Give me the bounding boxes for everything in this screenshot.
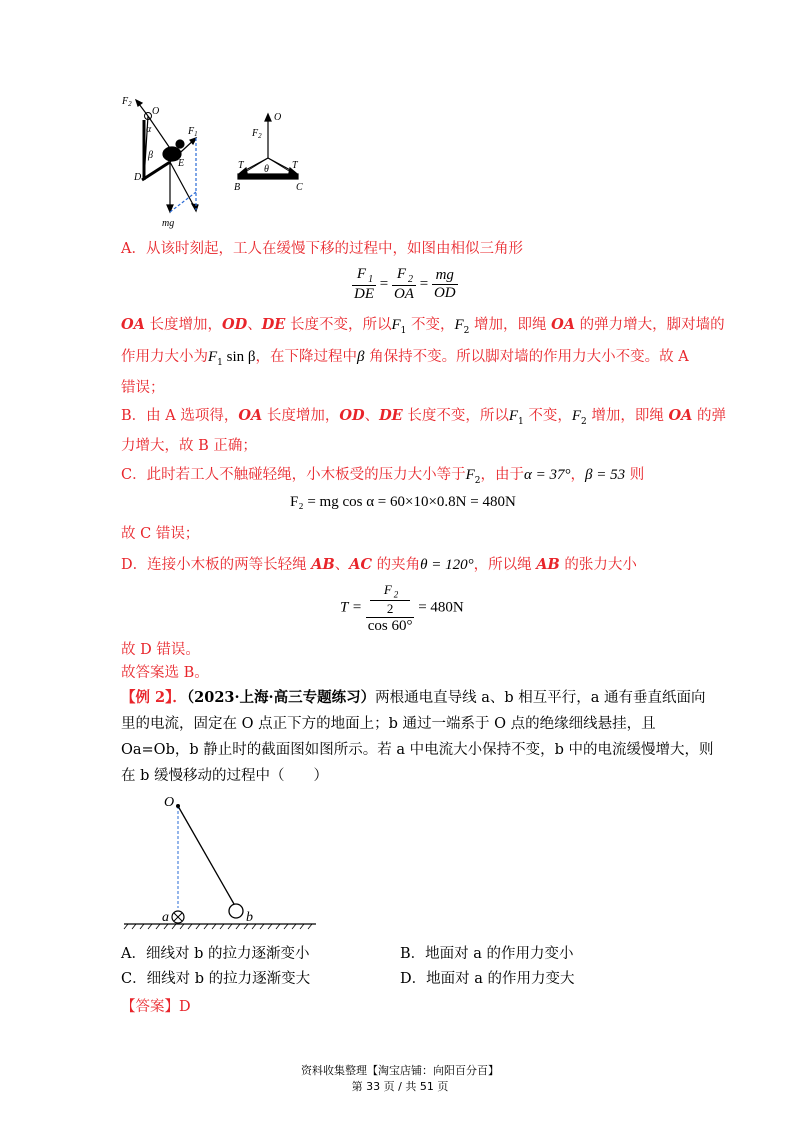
- pivot-o: [176, 804, 180, 808]
- solution-d-line1: D．连接小木板的两等长轻绳 AB、AC 的夹角θ = 120°，所以绳 AB 的张力大小: [121, 556, 637, 573]
- label-alpha: α: [146, 124, 152, 135]
- label-pendulum-a: a: [162, 910, 169, 925]
- label-e: E: [178, 158, 185, 169]
- answer-tag: 【答案】: [121, 999, 179, 1015]
- label-mg: mg: [162, 218, 175, 229]
- example2-line4: 在 b 缓慢移动的过程中（ ）: [121, 768, 328, 784]
- pendulum-figure: [120, 790, 320, 930]
- option-a[interactable]: A．细线对 b 的拉力逐渐变小: [121, 946, 310, 962]
- solution-d-equation: T = F $_2$ 2 cos 60° = 480N: [340, 582, 464, 634]
- label-o-left: O: [152, 106, 160, 117]
- solution-b-line1: B．由 A 选项得，OA 长度增加，OD、DE 长度不变，所以$F_1$ 不变，$F_2$ 增加，即绳 OA 的弹: [121, 407, 726, 427]
- solution-a-line1: A．从该时刻起，工人在缓慢下移的过程中，如图由相似三角形: [121, 241, 523, 257]
- frac-f1-de: $\frac{F _1}{DE}$: [354, 266, 374, 302]
- solution-c-line1: C．此时若工人不触碰轻绳，小木板受的压力大小等于$F_2$，由于α = 37°，β = 53 则: [121, 467, 645, 486]
- solution-a-line2: OA 长度增加，OD、DE 长度不变，所以$F_1$ 不变，$F_2$ 增加，即绳 OA 的弹力增大，脚对墙的: [121, 316, 725, 336]
- worker-force-diagram: [136, 100, 198, 212]
- example2-source: （2023·上海·高三专题练习）: [186, 689, 376, 706]
- label-theta: θ: [264, 164, 269, 175]
- label-t-right: T: [292, 160, 298, 171]
- worker-head: [176, 140, 184, 148]
- string-ob-line: [178, 806, 234, 904]
- label-o-right: O: [274, 112, 282, 123]
- example2-line2: 里的电流，固定在 O 点正下方的地面上；b 通过一端系于 O 点的绝缘细线悬挂，且: [121, 716, 656, 732]
- example2-tag: 【例 2】．: [121, 689, 187, 706]
- footer-page-number: 第 33 页 / 共 51 页: [351, 1080, 449, 1093]
- label-b: B: [234, 182, 241, 193]
- solution-a-line4: 错误；: [121, 380, 165, 396]
- solution-c-equation: F₂ = mg cos α = 60×10×0.8N = 480N: [290, 494, 516, 510]
- board-line: [142, 162, 170, 180]
- frac-tension: F $_2$ 2 cos 60°: [367, 582, 413, 634]
- frac-f2-oa: $\frac{F _2}{OA}$: [393, 266, 414, 302]
- solution-a-line3: 作用力大小为$F_1$ sin β，在下降过程中β 角保持不变。所以脚对墙的作用力大小不变。故 A: [121, 349, 689, 368]
- label-f2-left: $F_2$: [122, 96, 132, 108]
- label-d: D: [134, 172, 142, 183]
- label-f2-right: $F_2$: [252, 128, 262, 140]
- label-beta: β: [148, 150, 153, 161]
- answer-line: [121, 997, 191, 1017]
- option-b[interactable]: B．地面对 a 的作用力变小: [400, 946, 574, 962]
- label-c: C: [296, 182, 303, 193]
- solution-b-line2: 力增大，故 B 正确；: [121, 438, 257, 454]
- solution-a-equation: $\frac{F _1}{DE}$ = $\frac{F _2}{OA}$ = $\frac{mg}{OD}$: [354, 266, 456, 302]
- answer-value: D: [179, 999, 191, 1015]
- frac-mg-od: $\frac{mg}{OD}$: [433, 267, 456, 301]
- label-pendulum-o: O: [164, 795, 175, 810]
- force-diagram-figure: [118, 92, 318, 234]
- solution-conclusion: 故答案选 B。: [121, 665, 209, 681]
- ground-hatching: [124, 924, 312, 929]
- example2-line3: Oa=Ob，b 静止时的截面图如图所示。若 a 中电流大小保持不变，b 中的电流缓慢增大，则: [121, 742, 714, 758]
- footer-source: 资料收集整理【淘宝店铺：向阳百分百】: [301, 1064, 499, 1077]
- label-pendulum-b: b: [246, 910, 253, 925]
- example2-line1: 【例 2】．（2023·上海·高三专题练习）两根通电直导线 a、b 相互平行，a 通有垂直纸面向: [121, 689, 706, 706]
- wire-b-circle: [229, 904, 243, 918]
- solution-c-line2: 故 C 错误；: [121, 526, 200, 542]
- label-f1-left: $F_1$: [188, 126, 198, 138]
- option-d[interactable]: D．地面对 a 的作用力变大: [400, 971, 575, 987]
- label-t-left: T: [238, 160, 244, 171]
- option-c[interactable]: C．细线对 b 的拉力逐渐变大: [121, 971, 311, 987]
- solution-d-line2: 故 D 错误。: [121, 642, 200, 658]
